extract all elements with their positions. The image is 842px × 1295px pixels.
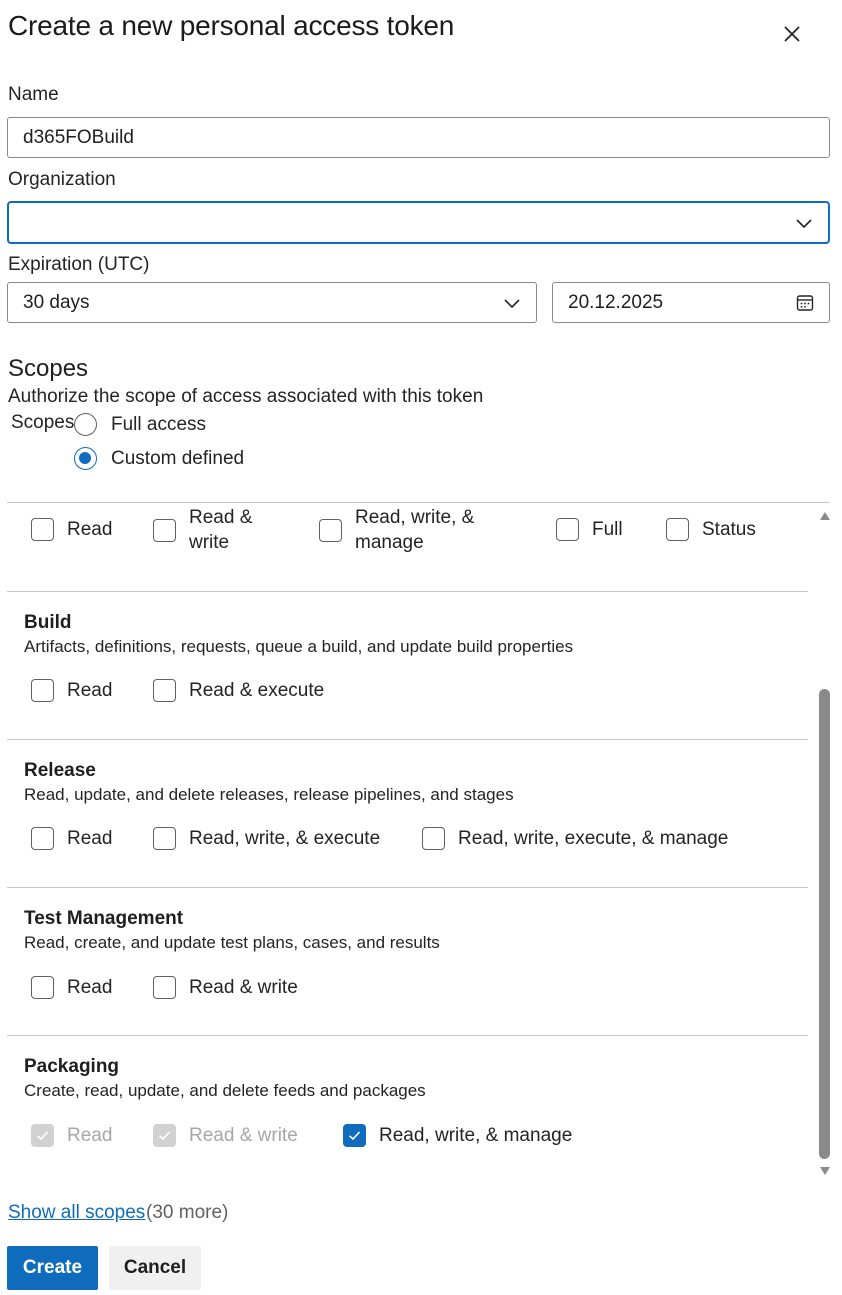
more-scopes-count: (30 more) bbox=[146, 1202, 229, 1223]
checkbox bbox=[153, 1124, 176, 1147]
checkbox[interactable] bbox=[343, 1124, 366, 1147]
expiration-date-value: 20.12.2025 bbox=[568, 291, 664, 313]
section-divider bbox=[7, 739, 808, 740]
section-description-packaging: Create, read, update, and delete feeds and packages bbox=[24, 1081, 426, 1100]
checkbox-label: Read, write, & manage bbox=[355, 507, 475, 553]
checkbox[interactable] bbox=[31, 518, 54, 541]
packaging-read-write-manage-option[interactable] bbox=[343, 1123, 572, 1148]
section-description-release: Read, update, and delete releases, release pipelines, and stages bbox=[24, 785, 514, 804]
checkbox-label: Read & write bbox=[189, 507, 253, 553]
scope-top-read-write[interactable] bbox=[153, 505, 252, 555]
checkbox-label: Read, write, & execute bbox=[189, 828, 381, 849]
scope-top-status[interactable] bbox=[666, 517, 756, 542]
release-read-option[interactable] bbox=[31, 826, 112, 851]
checkbox-label: Read, write, execute, & manage bbox=[458, 828, 729, 849]
checkbox-label: Read bbox=[67, 1125, 113, 1146]
scope-top-read[interactable] bbox=[31, 517, 112, 542]
scrollbar-thumb[interactable] bbox=[819, 689, 830, 1159]
scopes-description: Authorize the scope of access associated with this token bbox=[8, 386, 484, 407]
build-read-option[interactable] bbox=[31, 678, 112, 703]
section-divider bbox=[7, 887, 808, 888]
release-read-write-execute-option[interactable] bbox=[153, 826, 380, 851]
custom-defined-radio[interactable] bbox=[74, 447, 244, 470]
section-divider bbox=[7, 1035, 808, 1036]
radio-custom-defined[interactable] bbox=[74, 447, 97, 470]
organization-label: Organization bbox=[8, 169, 116, 190]
vertical-scrollbar[interactable] bbox=[818, 503, 830, 1182]
organization-select[interactable] bbox=[7, 201, 830, 244]
checkbox[interactable] bbox=[31, 679, 54, 702]
expiration-period-select[interactable] bbox=[7, 282, 537, 323]
full-access-radio[interactable] bbox=[74, 413, 206, 436]
chevron-down-icon bbox=[503, 294, 521, 312]
name-input[interactable] bbox=[7, 117, 830, 158]
checkmark-icon bbox=[35, 1128, 50, 1143]
packaging-read-option bbox=[31, 1123, 112, 1148]
checkbox-label: Read, write, & manage bbox=[379, 1125, 573, 1146]
name-label: Name bbox=[8, 84, 59, 105]
checkbox-label: Read bbox=[67, 828, 113, 849]
checkbox-label: Read & write bbox=[189, 977, 298, 998]
scopes-radio-group-label: Scopes bbox=[11, 412, 75, 433]
checkbox[interactable] bbox=[31, 976, 54, 999]
radio-full-access[interactable] bbox=[74, 413, 97, 436]
checkbox bbox=[31, 1124, 54, 1147]
section-title-release: Release bbox=[24, 760, 96, 781]
checkbox-label: Read & write bbox=[189, 1125, 298, 1146]
checkbox[interactable] bbox=[153, 679, 176, 702]
checkbox[interactable] bbox=[31, 827, 54, 850]
checkbox-label: Read bbox=[67, 977, 113, 998]
packaging-read-write-option bbox=[153, 1123, 298, 1148]
checkbox[interactable] bbox=[153, 976, 176, 999]
section-title-packaging: Packaging bbox=[24, 1056, 120, 1077]
scroll-up-arrow-icon[interactable] bbox=[820, 512, 830, 520]
section-title-test-management: Test Management bbox=[24, 908, 184, 929]
checkbox[interactable] bbox=[153, 827, 176, 850]
scroll-down-arrow-icon[interactable] bbox=[820, 1167, 830, 1175]
close-icon bbox=[780, 22, 804, 46]
scope-top-full[interactable] bbox=[556, 517, 623, 542]
checkbox[interactable] bbox=[556, 518, 579, 541]
checkbox-label: Read & execute bbox=[189, 680, 325, 701]
section-title-build: Build bbox=[24, 612, 72, 633]
cancel-button[interactable]: Cancel bbox=[109, 1246, 201, 1290]
scopes-heading: Scopes bbox=[8, 355, 89, 382]
section-description-build: Artifacts, definitions, requests, queue a build, and update build properties bbox=[24, 637, 574, 656]
checkbox[interactable] bbox=[319, 519, 342, 542]
expiration-label: Expiration (UTC) bbox=[8, 254, 150, 275]
dialog-title: Create a new personal access token bbox=[8, 10, 455, 41]
checkmark-icon bbox=[347, 1128, 362, 1143]
test-read-write-option[interactable] bbox=[153, 975, 298, 1000]
show-all-scopes-link[interactable]: Show all scopes bbox=[8, 1202, 146, 1223]
scope-top-read-write-manage[interactable] bbox=[319, 505, 474, 555]
checkbox[interactable] bbox=[422, 827, 445, 850]
custom-defined-label: Custom defined bbox=[111, 447, 245, 469]
test-read-option[interactable] bbox=[31, 975, 112, 1000]
checkbox-label: Status bbox=[702, 519, 756, 540]
close-button[interactable] bbox=[780, 22, 804, 46]
full-access-label: Full access bbox=[111, 413, 207, 435]
checkbox[interactable] bbox=[153, 519, 176, 542]
checkbox-label: Read bbox=[67, 519, 113, 540]
section-description-test-management: Read, create, and update test plans, cases, and results bbox=[24, 933, 440, 952]
scopes-list[interactable] bbox=[7, 502, 830, 1182]
create-button[interactable]: Create bbox=[7, 1246, 98, 1290]
checkbox[interactable] bbox=[666, 518, 689, 541]
checkmark-icon bbox=[157, 1128, 172, 1143]
release-read-write-execute-manage-option[interactable] bbox=[422, 826, 728, 851]
expiration-date-picker[interactable] bbox=[552, 282, 830, 323]
section-divider bbox=[7, 591, 808, 592]
build-read-execute-option[interactable] bbox=[153, 678, 324, 703]
checkbox-label: Full bbox=[592, 519, 623, 540]
calendar-icon[interactable] bbox=[796, 294, 814, 312]
chevron-down-icon bbox=[795, 214, 813, 232]
expiration-period-value: 30 days bbox=[23, 291, 90, 313]
checkbox-label: Read bbox=[67, 680, 113, 701]
